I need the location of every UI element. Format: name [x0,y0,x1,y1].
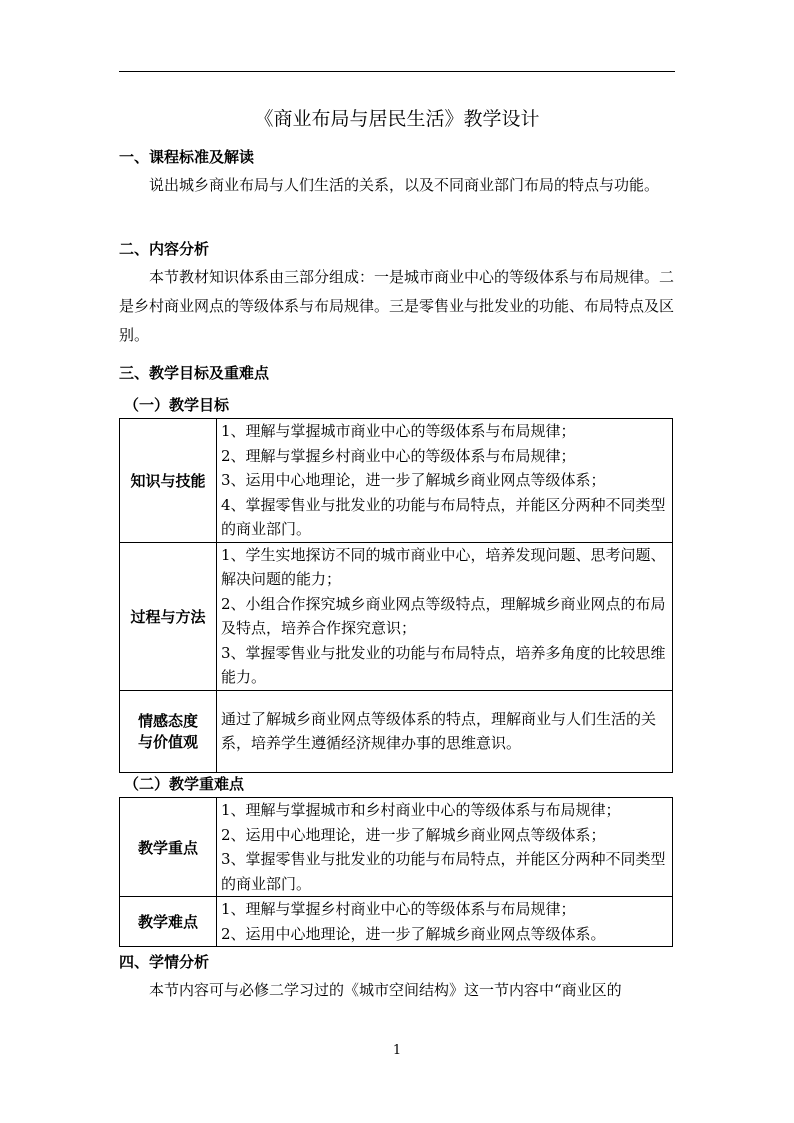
list-item: 2、理解与掌握乡村商业中心的等级体系与布局规律； [221,446,576,465]
list-item: 2、小组合作探究城乡商业网点等级特点，理解城乡商业网点的布局及特点，培养合作探究意识； [221,594,666,637]
row-label-difficult-points: 教学难点 [120,897,217,947]
row-content [217,798,673,897]
list-item: 2、运用中心地理论，进一步了解城乡商业网点等级体系； [221,825,606,844]
row-content [217,690,673,772]
label-line: 情感态度 [137,712,198,730]
key-points-table [119,797,673,947]
page-number: 1 [392,1043,402,1058]
table-row [120,419,673,543]
list-item: 1、学生实地探访不同的城市商业中心，培养发现问题、思考问题、解决问题的能力； [221,545,666,588]
key-difficult-points-heading: （二）教学重难点 [124,775,245,793]
list-item: 3、掌握零售业与批发业的功能与布局特点，培养多角度的比较思维能力。 [221,643,666,686]
list-item: 3、掌握零售业与批发业的功能与布局特点，并能区分两种不同类型的商业部门。 [221,850,666,893]
list-item: 通过了解城乡商业网点等级体系的特点，理解商业与人们生活的关系，培养学生遵循经济规律办事的思维意识。 [221,709,657,752]
section-1-body: 说出城乡商业布局与人们生活的关系，以及不同商业部门布局的特点与功能。 [149,176,660,194]
row-label-process-methods: 过程与方法 [120,542,217,690]
document-title: 《商业布局与居民生活》教学设计 [254,108,540,130]
table-row [120,897,673,947]
label-line: 与价值观 [137,733,198,751]
row-content [217,542,673,690]
row-content [217,419,673,543]
list-item: 1、理解与掌握城市和乡村商业中心的等级体系与布局规律； [221,801,621,819]
section-4-heading: 四、学情分析 [119,953,210,971]
header-rule [119,71,675,72]
table-row [120,690,673,772]
section-2-heading: 二、内容分析 [119,240,210,258]
table-row [120,542,673,690]
list-item: 3、运用中心地理论，进一步了解城乡商业网点等级体系； [221,471,606,489]
teaching-objectives-table [119,418,673,773]
row-content [217,897,673,947]
section-2-body: 本节教材知识体系由三部分组成：一是城市商业中心的等级体系与布局规律。二是乡村商业网点的等级体系与布局规律。三是零售业与批发业的功能、布局特点及区别。 [119,268,675,344]
row-label-key-points: 教学重点 [120,798,217,897]
list-item: 2、运用中心地理论，进一步了解城乡商业网点等级体系。 [221,924,606,943]
teaching-objectives-heading: （一）教学目标 [124,396,230,414]
list-item: 4、掌握零售业与批发业的功能与布局特点，并能区分两种不同类型的商业部门。 [221,495,666,538]
section-1-heading: 一、课程标准及解读 [119,148,255,166]
row-label-attitudes-values [120,690,217,772]
row-label-knowledge-skills: 知识与技能 [120,419,217,543]
list-item: 1、理解与掌握乡村商业中心的等级体系与布局规律； [221,900,576,918]
section-3-heading: 三、教学目标及重难点 [119,364,270,382]
section-4-body: 本节内容可与必修二学习过的《城市空间结构》这一节内容中“商业区的 [149,981,622,999]
table-row [120,798,673,897]
list-item: 1、理解与掌握城市商业中心的等级体系与布局规律； [221,422,576,440]
